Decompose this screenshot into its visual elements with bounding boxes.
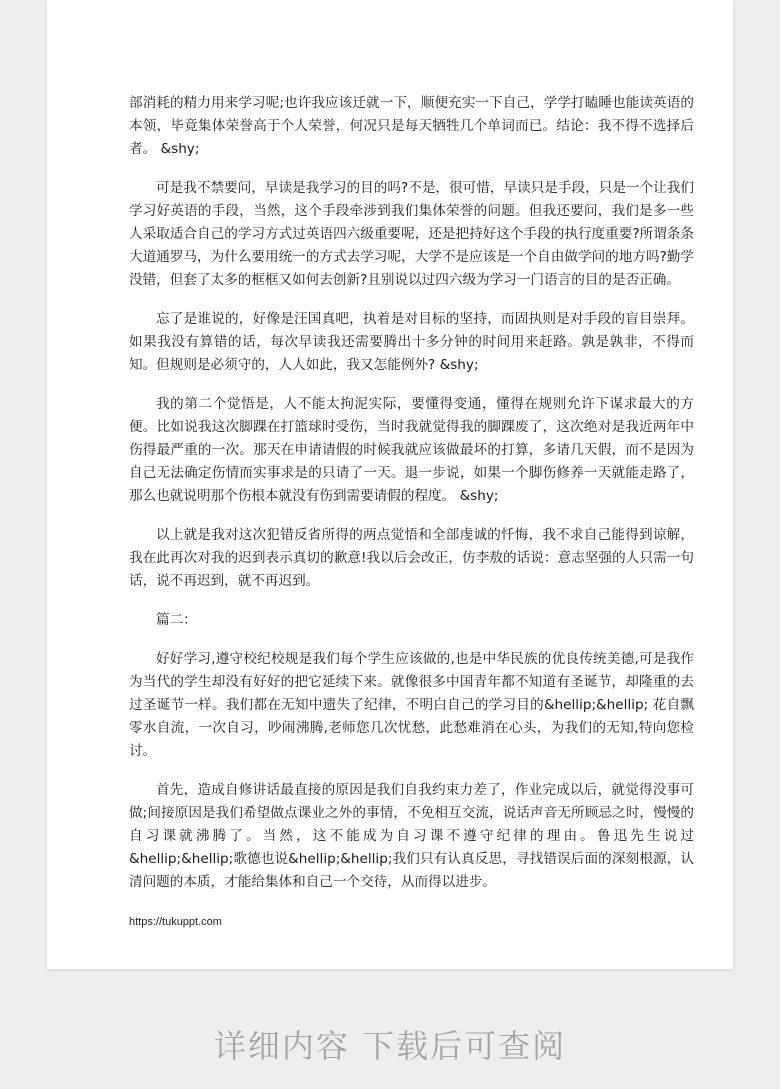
paragraph-1: 部消耗的精力用来学习呢;也许我应该迁就一下，顺便充实一下自己，学学打瞌睡也能读英语的本领，毕竟集体荣誉高于个人荣誉，何况只是每天牺牲几个单词而已。结论：我不得不选择后者。 &shy; bbox=[129, 95, 694, 157]
paragraph-7: 好好学习,遵守校纪校规是我们每个学生应该做的,也是中华民族的优良传统美德,可是我作为当代的学生却没有好好的把它延续下来。就像很多中国青年都不知道有圣诞节，却隆重的去过圣诞节一样。我们都在无知中遗失了纪律，不明白自己的学习目的&hellip;&hellip; 花自飘零水自流，一次自习，吵闹沸腾,老师您几次忧愁，此愁难消在心头，为我们的无知,特向您检讨。 bbox=[129, 651, 694, 759]
document-body bbox=[129, 92, 694, 910]
download-hint-text: 详细内容 下载后可查阅 bbox=[213, 1027, 567, 1065]
paragraph-5: 以上就是我对这次犯错反省所得的两点觉悟和全部虔诚的忏悔，我不求自己能得到谅解，我在此再次对我的迟到表示真切的歉意!我以后会改正，仿李敖的话说：意志坚强的人只需一句话，说不再迟到，就不再迟到。 bbox=[129, 527, 694, 589]
paragraph-8: 首先，造成自修讲话最直接的原因是我们自我约束力差了，作业完成以后，就觉得没事可做;间接原因是我们希望做点课业之外的事情，不免相互交流，说话声音无所顾忌之时，慢慢的自习课就沸腾了。当然，这不能成为自习课不遵守纪律的理由。鲁迅先生说过&hellip;&hellip;歌德也说&hellip;&hellip;我们只有认真反思，寻找错误后面的深刻根源，认清问题的本质，才能给集体和自己一个交待，从而得以进步。 bbox=[129, 782, 694, 890]
document-page bbox=[47, 0, 733, 969]
paragraph-2: 可是我不禁要问，早读是我学习的目的吗?不是，很可惜，早读只是手段，只是一个让我们学习好英语的手段，当然，这个手段牵涉到我们集体荣誉的问题。但我还要问，我们是多一些人采取适合自己的学习方式过英语四六级重要呢，还是把持好这个手段的执行度重要?所谓条条大道通罗马，为什么要用统一的方式去学习呢，大学不是应该是一个自由做学问的地方吗?勤学没错，但套了太多的框框又如何去创新?且别说以过四六级为学习一门语言的目的是否正确。 bbox=[129, 180, 694, 288]
paragraph-4: 我的第二个觉悟是，人不能太拘泥实际，要懂得变通，懂得在规则允许下谋求最大的方便。比如说我这次脚踝在打篮球时受伤，当时我就觉得我的脚踝废了，这次绝对是我近两年中伤得最严重的一次。那天在申请请假的时候我就应该做最坏的打算，多请几天假，而不是因为自己无法确定伤情而实事求是的只请了一天。退一步说，如果一个脚伤修养一天就能走路了，那么也就说明那个伤根本就没有伤到需要请假的程度。 &shy; bbox=[129, 396, 694, 504]
source-url: https://tukuppt.com bbox=[129, 916, 222, 928]
paragraph-6-heading: 篇二： bbox=[156, 612, 197, 628]
paragraph-3: 忘了是谁说的，好像是汪国真吧，执着是对目标的坚持，而固执则是对手段的盲目崇拜。如果我没有算错的话，每次早读我还需要腾出十多分钟的时间用来赶路。孰是孰非，不得而知。但规则是必须守的，人人如此，我又怎能例外? &shy; bbox=[129, 311, 694, 373]
